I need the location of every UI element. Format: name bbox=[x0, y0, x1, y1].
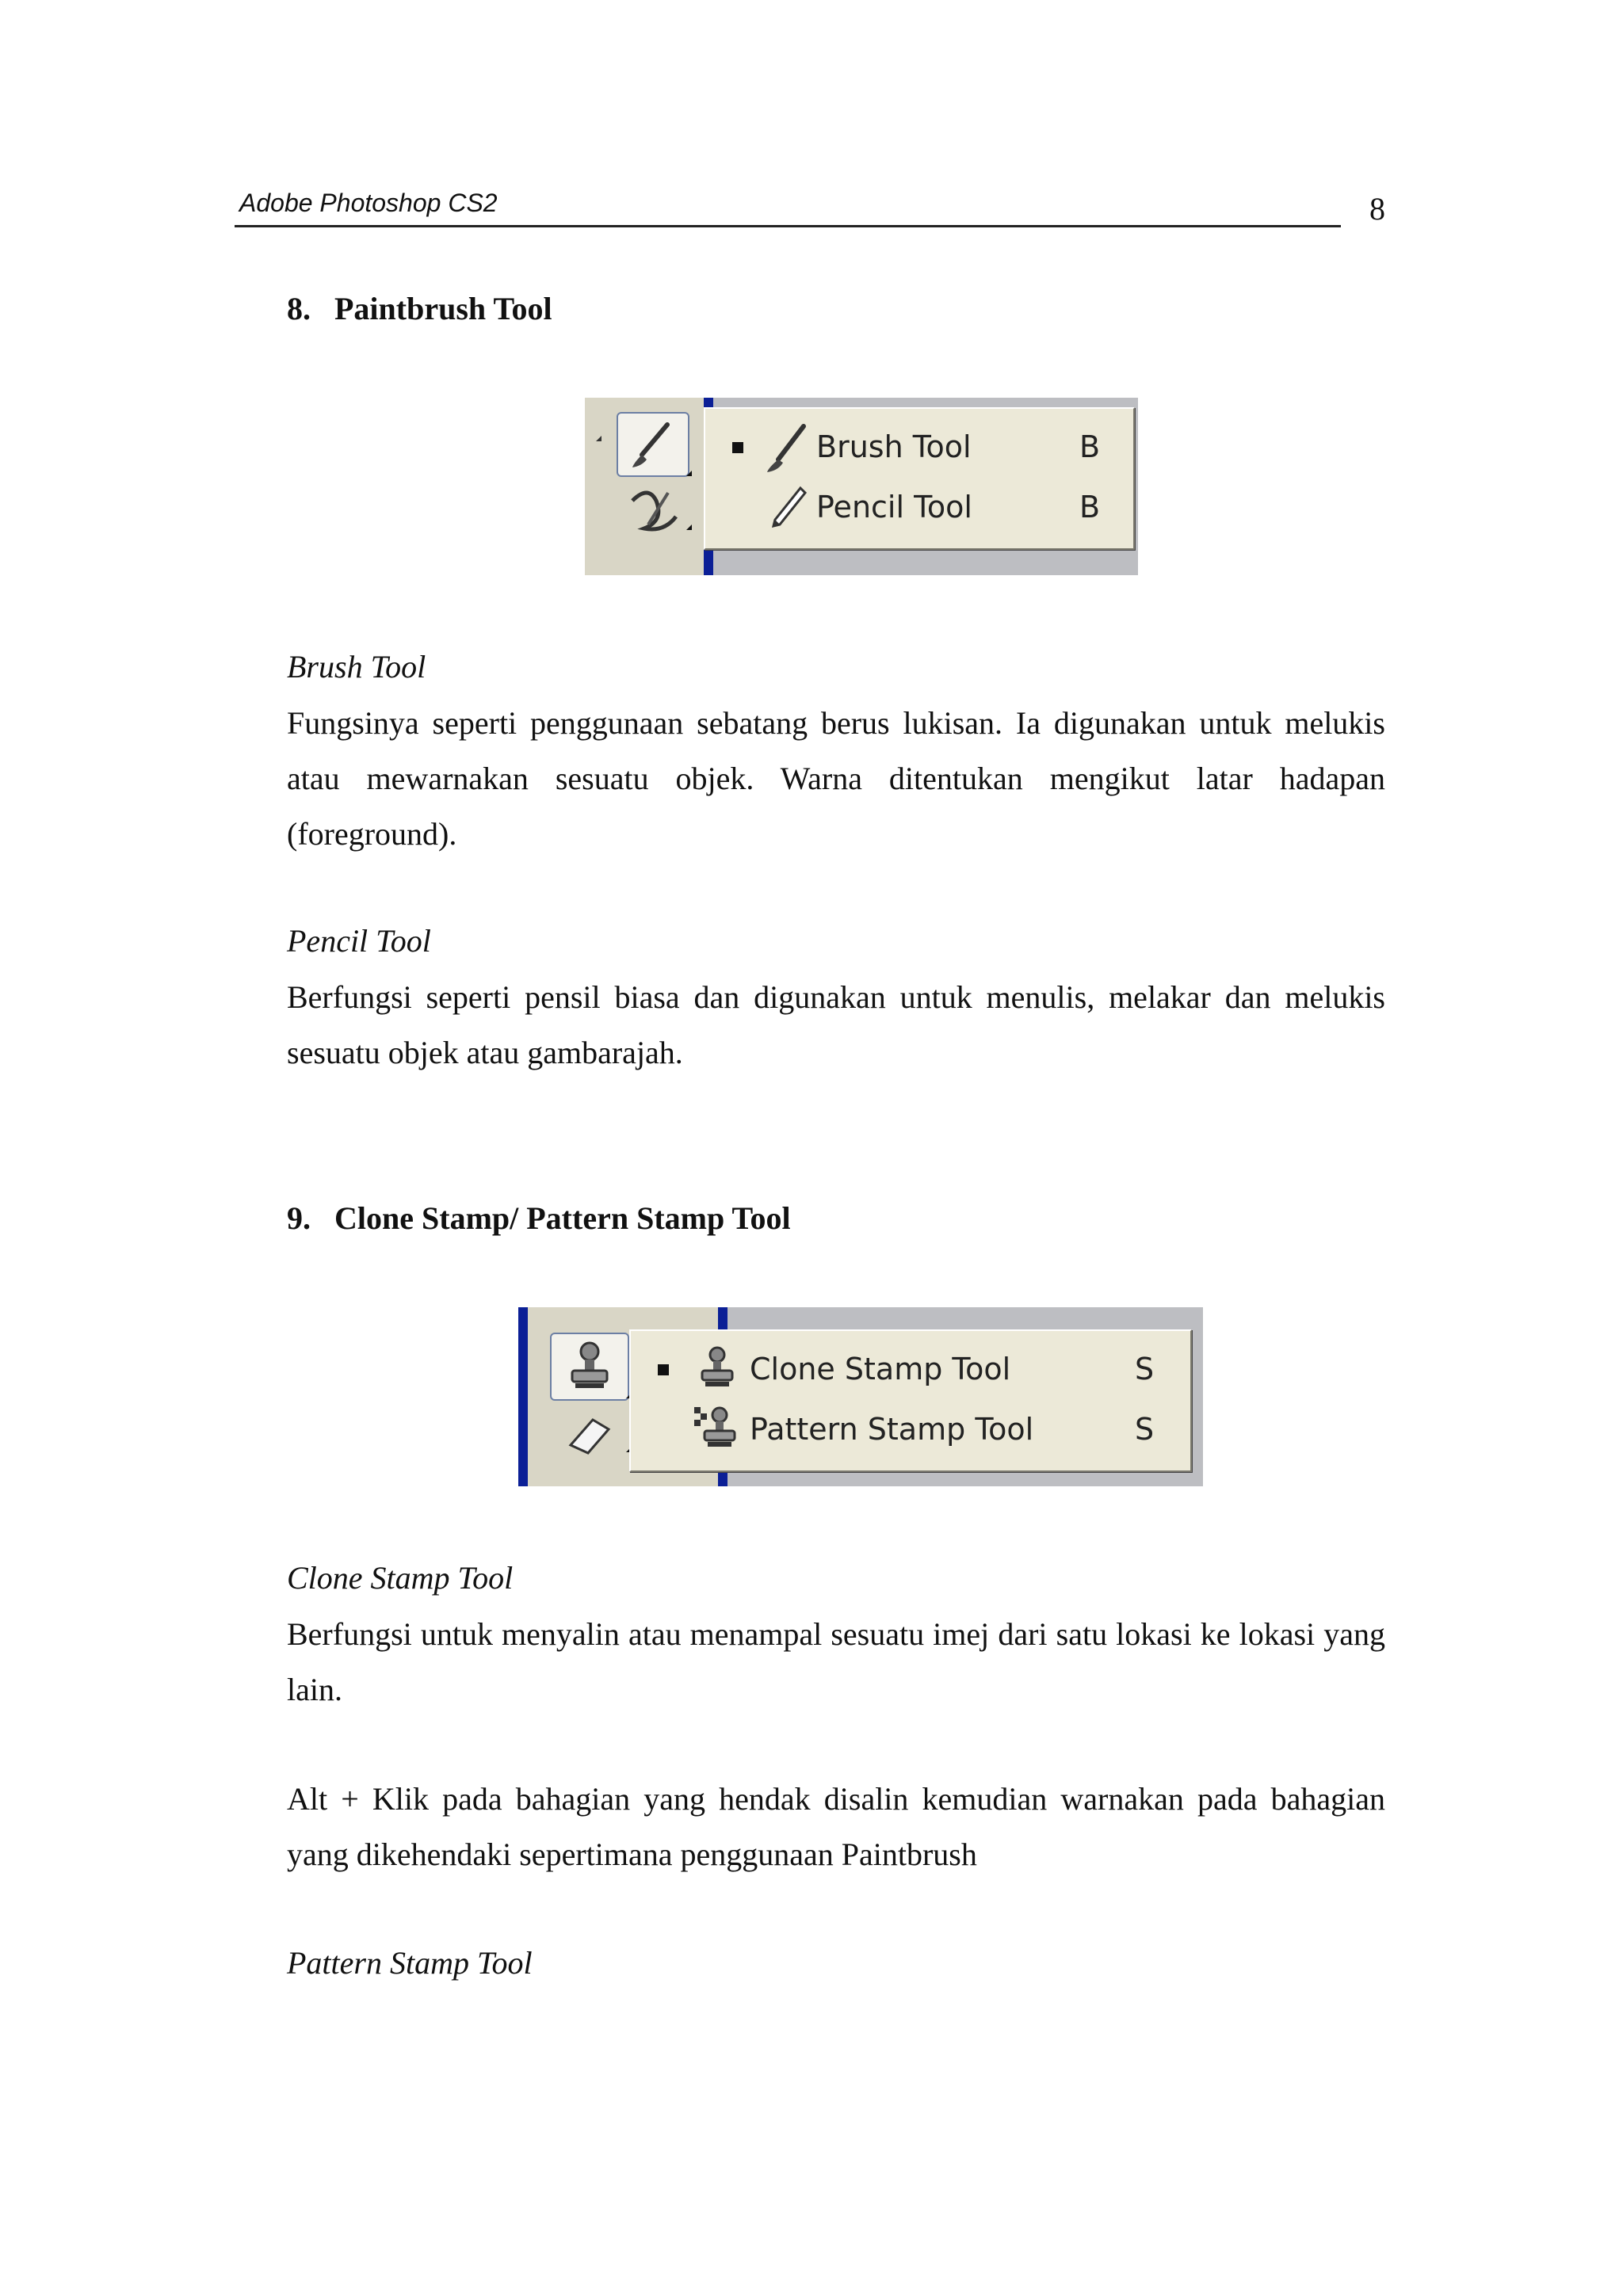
document-title: Adobe Photoshop CS2 bbox=[239, 189, 498, 217]
selected-bullet bbox=[732, 442, 743, 453]
menu-item-label: Clone Stamp Tool bbox=[750, 1352, 1011, 1386]
menu-item-label: Brush Tool bbox=[816, 429, 972, 464]
page-header bbox=[235, 187, 1341, 227]
clone-stamp-icon bbox=[552, 1334, 628, 1399]
section-heading-paintbrush bbox=[287, 290, 552, 327]
stamp-menu-screenshot bbox=[518, 1307, 1203, 1486]
section-number: 8. bbox=[287, 291, 311, 326]
menu-item-shortcut: S bbox=[1135, 1412, 1155, 1447]
brush-icon bbox=[618, 414, 688, 475]
pattern-stamp-icon bbox=[691, 1404, 743, 1456]
selected-bullet bbox=[658, 1364, 669, 1375]
toolbox-strip bbox=[585, 398, 704, 575]
section-heading-stamp bbox=[287, 1199, 791, 1237]
menu-item-shortcut: S bbox=[1135, 1352, 1155, 1386]
menu-item-shortcut: B bbox=[1079, 490, 1101, 524]
page-number: 8 bbox=[1369, 191, 1385, 227]
pencil-icon bbox=[762, 482, 810, 534]
clone-stamp-subtitle: Clone Stamp Tool bbox=[287, 1560, 514, 1596]
clone-stamp-description: Berfungsi untuk menyalin atau menampal sesuatu imej dari satu lokasi ke lokasi yang lain. bbox=[287, 1616, 1385, 1707]
brush-icon bbox=[762, 421, 810, 474]
menu-item-pencil-tool[interactable] bbox=[705, 479, 1133, 537]
clone-stamp-instruction: Alt + Klik pada bahagian yang hendak disalin kemudian warnakan pada bahagian yang dikehendaki sepertimana penggunaan Paintbrush bbox=[287, 1781, 1385, 1872]
brush-tool-subtitle: Brush Tool bbox=[287, 649, 426, 685]
toolbox-edge bbox=[518, 1307, 528, 1486]
menu-item-shortcut: B bbox=[1079, 429, 1101, 464]
menu-item-clone-stamp-tool[interactable] bbox=[631, 1341, 1190, 1399]
history-brush-icon bbox=[624, 485, 688, 540]
brush-tool-button[interactable] bbox=[617, 412, 689, 477]
tool-flyout-menu bbox=[704, 407, 1135, 550]
menu-item-label: Pattern Stamp Tool bbox=[750, 1412, 1034, 1447]
paintbrush-menu-screenshot bbox=[585, 398, 1138, 575]
pencil-tool-description: Berfungsi seperti pensil biasa dan digunakan untuk menulis, melakar dan melukis sesuatu objek atau gambarajah. bbox=[287, 979, 1385, 1070]
pattern-stamp-subtitle: Pattern Stamp Tool bbox=[287, 1945, 533, 1981]
menu-item-brush-tool[interactable] bbox=[705, 418, 1133, 477]
menu-item-pattern-stamp-tool[interactable] bbox=[631, 1401, 1190, 1459]
pencil-tool-subtitle: Pencil Tool bbox=[287, 923, 431, 959]
clone-stamp-tool-button[interactable] bbox=[550, 1333, 629, 1401]
eraser-icon bbox=[555, 1410, 618, 1458]
section-title: Paintbrush Tool bbox=[334, 291, 552, 326]
section-title: Clone Stamp/ Pattern Stamp Tool bbox=[334, 1200, 791, 1236]
brush-tool-description: Fungsinya seperti penggunaan sebatang berus lukisan. Ia digunakan untuk melukis atau mewarnakan sesuatu objek. Warna ditentukan mengikut latar hadapan (foreground). bbox=[287, 705, 1385, 852]
section-number: 9. bbox=[287, 1200, 311, 1236]
menu-item-label: Pencil Tool bbox=[816, 490, 972, 524]
tool-flyout-menu bbox=[629, 1329, 1192, 1472]
clone-stamp-icon bbox=[691, 1344, 743, 1396]
